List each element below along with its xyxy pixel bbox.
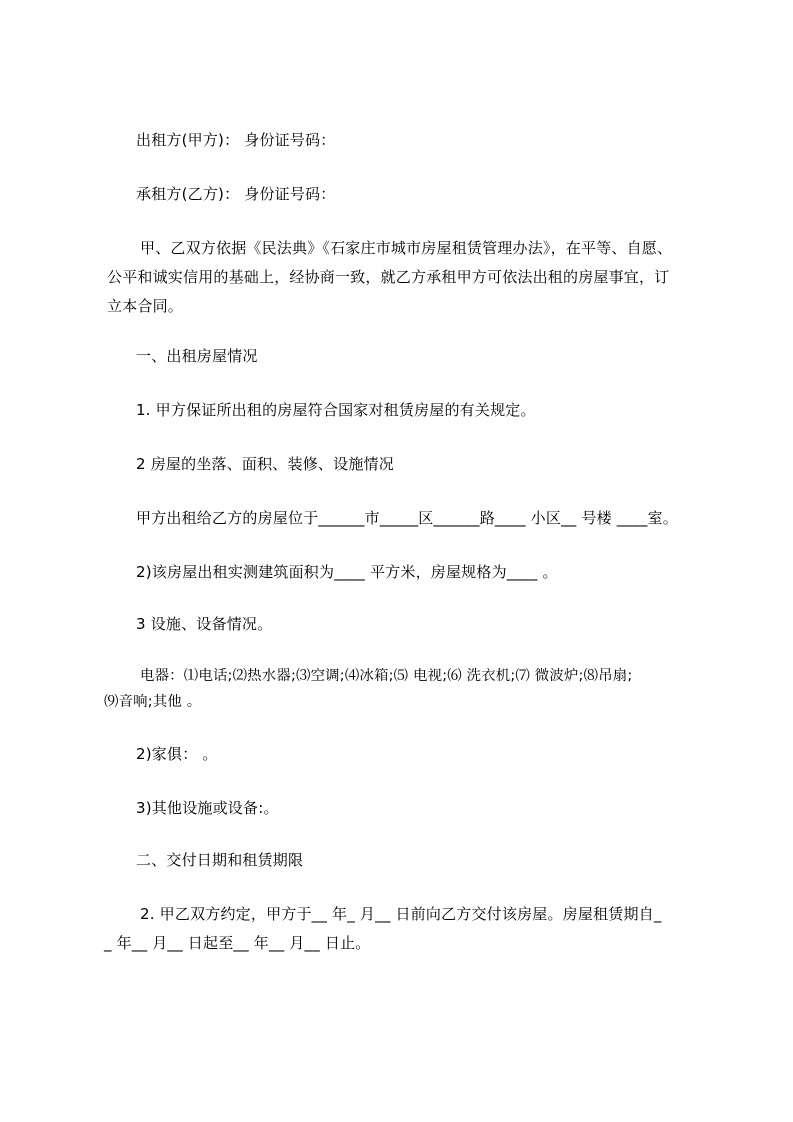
section-1-heading: 一、出租房屋情况 [136, 347, 258, 365]
lessor-line: 出租方(甲方)： 身份证号码： [136, 131, 336, 149]
appliances-line-2: ⑼音响;其他 。 [104, 694, 202, 710]
section-2-item-2-line-1: 2. 甲乙双方约定，甲方于__ 年_ 月__ 日前向乙方交付该房屋。房屋租赁期自_ [140, 905, 662, 923]
lessee-line: 承租方(乙方)： 身份证号码： [136, 185, 336, 203]
section-2-heading: 二、交付日期和租赁期限 [136, 851, 304, 869]
intro-line-3: 立本合同。 [107, 297, 184, 315]
section-1-item-1: 1. 甲方保证所出租的房屋符合国家对租赁房屋的有关规定。 [136, 401, 536, 419]
furniture-line: 2)家俱： 。 [136, 745, 218, 763]
other-facilities-line: 3)其他设施或设备:。 [136, 799, 279, 817]
section-1-item-2: 2 房屋的坐落、面积、装修、设施情况 [136, 455, 394, 473]
house-area-line: 2)该房屋出租实测建筑面积为____ 平方米，房屋规格为____ 。 [136, 563, 558, 581]
intro-line-1: 甲、乙双方依据《民法典》《石家庄市城市房屋租赁管理办法》，在平等、自愿、 [140, 239, 673, 257]
intro-line-2: 公平和诚实信用的基础上，经协商一致，就乙方承租甲方可依法出租的房屋事宜，订 [107, 268, 670, 286]
appliances-line-1: 电器：⑴电话;⑵热水器;⑶空调;⑷冰箱;⑸ 电视;⑹ 洗衣机;⑺ 微波炉;⑻吊扇; [140, 668, 633, 684]
section-1-item-3: 3 设施、设备情况。 [136, 615, 273, 633]
house-location-line: 甲方出租给乙方的房屋位于______市_____区______路____ 小区__ 号楼 ____室。 [136, 509, 679, 527]
section-2-item-2-line-2: _ 年__ 月__ 日起至__ 年__ 月__ 日止。 [104, 934, 371, 952]
